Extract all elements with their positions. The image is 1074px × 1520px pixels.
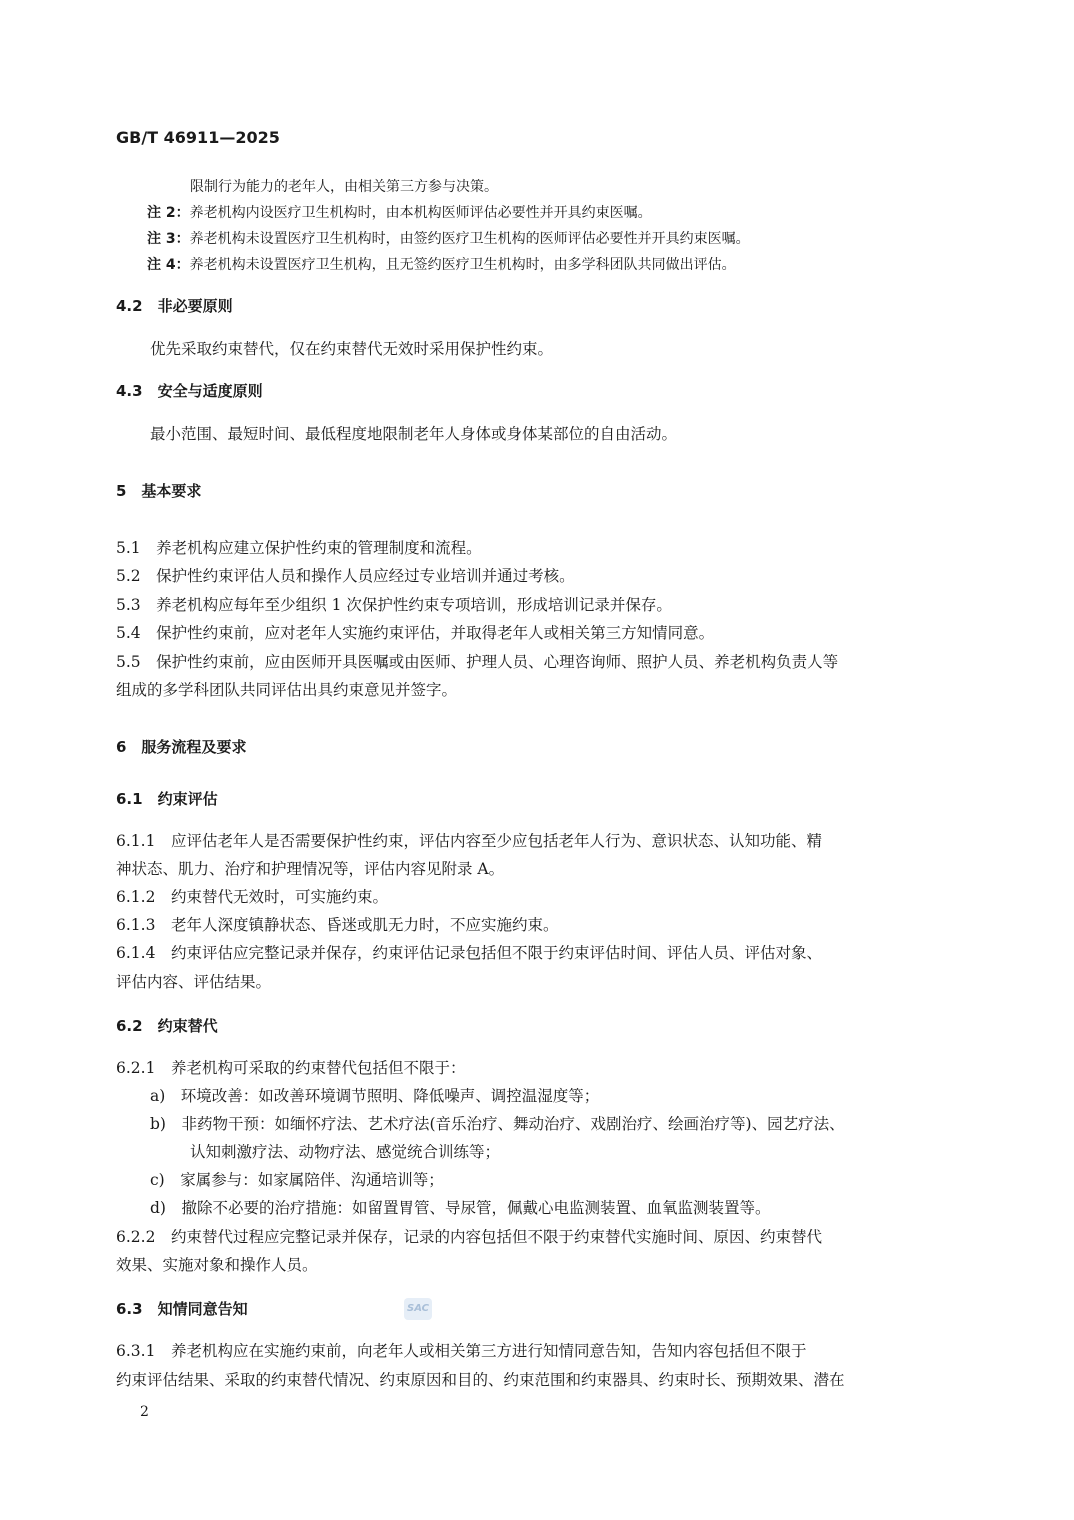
note-4-text: 养老机构未设置医疗卫生机构，且无签约医疗卫生机构时，由多学科团队共同做出评估。 <box>189 257 736 273</box>
section-6-2-heading: 6.2 约束替代 <box>116 1017 218 1035</box>
clause-6-1-3: 6.1.3 老年人深度镇静状态、昏迷或肌无力时，不应实施约束。 <box>116 916 559 934</box>
note-2-text: 养老机构内设医疗卫生机构时，由本机构医师评估必要性并开具约束医嘱。 <box>189 205 652 221</box>
clause-6-1-2: 6.1.2 约束替代无效时，可实施约束。 <box>116 888 388 906</box>
clause-6-1-4-line1: 6.1.4 约束评估应完整记录并保存，约束评估记录包括但不限于约束评估时间、评估人员、评估对象、 <box>116 944 822 962</box>
note-3-label: 注 3： <box>147 231 190 247</box>
clause-5-5-line2: 组成的多学科团队共同评估出具约束意见并签字。 <box>116 681 458 699</box>
section-6-1-heading: 6.1 约束评估 <box>116 790 218 808</box>
note-3 <box>147 229 750 249</box>
section-6-3-heading: 6.3 知情同意告知 <box>116 1300 248 1318</box>
clause-6-3-1-line2: 约束评估结果、采取的约束替代情况、约束原因和目的、约束范围和约束器具、约束时长、预期效果、潜在 <box>116 1371 845 1389</box>
section-4-3-body: 最小范围、最短时间、最低程度地限制老年人身体或身体某部位的自由活动。 <box>150 425 678 443</box>
list-item-d: d) 撤除不必要的治疗措施：如留置胃管、导尿管，佩戴心电监测装置、血氧监测装置等。 <box>150 1199 771 1217</box>
clause-6-1-1-line1: 6.1.1 应评估老年人是否需要保护性约束，评估内容至少应包括老年人行为、意识状态、认知功能、精 <box>116 832 822 850</box>
section-5-heading: 5 基本要求 <box>116 482 202 500</box>
list-item-b-line2: 认知刺激疗法、动物疗法、感觉统合训练等； <box>190 1143 501 1161</box>
list-item-b-line1: b) 非药物干预：如缅怀疗法、艺术疗法(音乐治疗、舞动治疗、戏剧治疗、绘画治疗等)、园艺疗法、 <box>150 1115 845 1133</box>
clause-6-2-1: 6.2.1 养老机构可采取的约束替代包括但不限于： <box>116 1059 466 1077</box>
note-continuation: 限制行为能力的老年人，由相关第三方参与决策。 <box>190 179 498 195</box>
note-2-label: 注 2： <box>147 205 190 221</box>
document-number: GB/T 46911—2025 <box>116 128 280 147</box>
clause-5-4: 5.4 保护性约束前，应对老年人实施约束评估，并取得老年人或相关第三方知情同意。 <box>116 624 715 642</box>
clause-6-1-1-line2: 神状态、肌力、治疗和护理情况等，评估内容见附录 A。 <box>116 860 505 878</box>
sac-logo-icon: SAC <box>404 1298 432 1320</box>
clause-6-1-4-line2: 评估内容、评估结果。 <box>116 973 272 991</box>
clause-5-3: 5.3 养老机构应每年至少组织 1 次保护性约束专项培训，形成培训记录并保存。 <box>116 596 672 614</box>
note-4 <box>147 255 736 275</box>
section-4-2-heading: 4.2 非必要原则 <box>116 297 233 315</box>
page-number: 2 <box>140 1404 149 1420</box>
section-6-heading: 6 服务流程及要求 <box>116 738 247 756</box>
list-item-a: a) 环境改善：如改善环境调节照明、降低噪声、调控温湿度等； <box>150 1087 600 1105</box>
note-2 <box>147 203 652 223</box>
clause-6-3-1-line1: 6.3.1 养老机构应在实施约束前，向老年人或相关第三方进行知情同意告知，告知内容包括但不限于 <box>116 1342 807 1360</box>
clause-6-2-2-line2: 效果、实施对象和操作人员。 <box>116 1256 318 1274</box>
section-4-3-heading: 4.3 安全与适度原则 <box>116 382 263 400</box>
list-item-c: c) 家属参与：如家属陪伴、沟通培训等； <box>150 1171 444 1189</box>
note-4-label: 注 4： <box>147 257 190 273</box>
clause-6-2-2-line1: 6.2.2 约束替代过程应完整记录并保存，记录的内容包括但不限于约束替代实施时间、原因、约束替代 <box>116 1228 822 1246</box>
section-4-2-body: 优先采取约束替代，仅在约束替代无效时采用保护性约束。 <box>150 340 554 358</box>
clause-5-1: 5.1 养老机构应建立保护性约束的管理制度和流程。 <box>116 539 482 557</box>
note-3-text: 养老机构未设置医疗卫生机构时，由签约医疗卫生机构的医师评估必要性并开具约束医嘱。 <box>189 231 750 247</box>
clause-5-5-line1: 5.5 保护性约束前，应由医师开具医嘱或由医师、护理人员、心理咨询师、照护人员、养老机构负责人等 <box>116 653 839 671</box>
clause-5-2: 5.2 保护性约束评估人员和操作人员应经过专业培训并通过考核。 <box>116 567 575 585</box>
